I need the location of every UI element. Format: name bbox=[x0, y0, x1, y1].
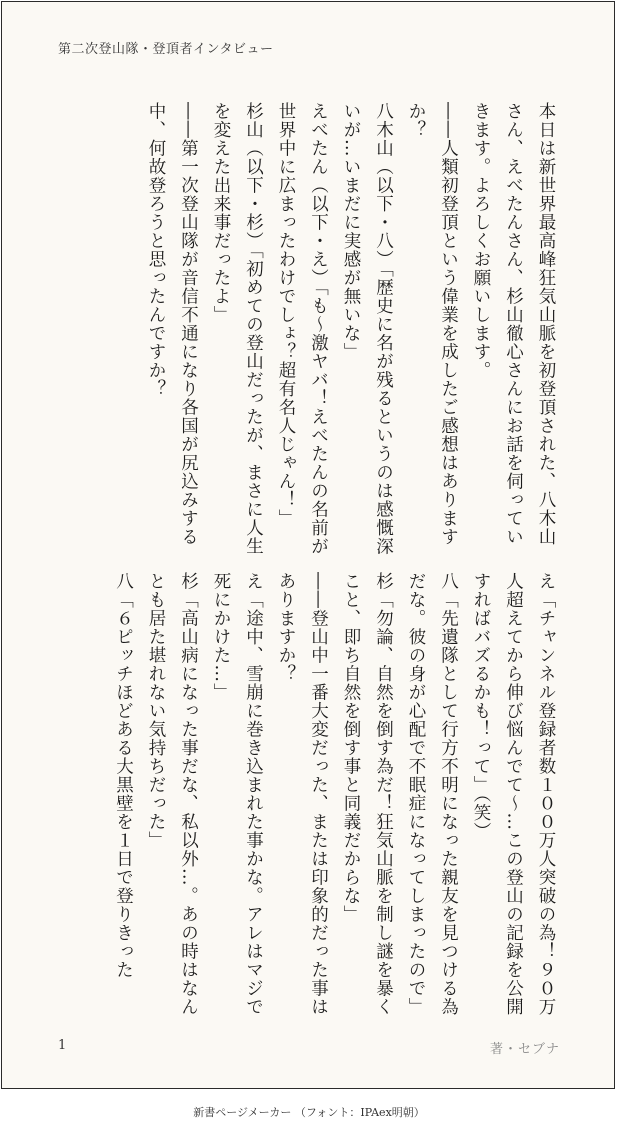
paragraph: え「途中、雪崩に巻き込まれた事かな。アレはマジで死にかけた…」 bbox=[211, 572, 264, 1016]
paragraph: 杉「高山病になった事だな、私以外…。あの時はなんとも居た堪れない気持ちだった」 bbox=[146, 572, 199, 1016]
author-credit: 著・セブナ bbox=[489, 1042, 560, 1057]
body-text-lower bbox=[42, 572, 562, 1032]
paragraph: えべたん（以下・え）「も〜激ヤバ！えべたんの名前が世界中に広まったわけでしょ？超有名人じゃん！」 bbox=[276, 102, 329, 556]
book-page bbox=[1, 1, 615, 1089]
paragraph: 八「先遺隊として行方不明になった親友を見つける為だな。彼の身が心配で不眠症になってしまったので」 bbox=[406, 572, 459, 1016]
paragraph: 杉「勿論、自然を倒す為だ！狂気山脈を制し謎を暴くこと、即ち自然を倒す事と同義だからな」 bbox=[341, 572, 394, 1016]
paragraph: ――登山中一番大変だった、または印象的だった事はありますか？ bbox=[276, 572, 329, 1016]
paragraph: ――人類初登頂という偉業を成したご感想はありますか？ bbox=[406, 102, 459, 546]
page-number: 1 bbox=[58, 1038, 67, 1053]
body-text-upper bbox=[42, 102, 562, 562]
paragraph: 八木山（以下・八）「歴史に名が残るというのは感慨深いが…いまだに実感が無いな」 bbox=[341, 102, 394, 556]
paragraph: 八「６ピッチほどある大黒壁を１日で登りきった bbox=[113, 572, 134, 979]
paragraph: ――第一次登山隊が音信不通になり各国が尻込みする中、何故登ろうと思ったんですか？ bbox=[146, 102, 199, 546]
paragraph: 杉山（以下・杉）「初めての登山だったが、まさに人生を変えた出来事だったよ」 bbox=[211, 102, 264, 556]
paragraph: 本日は新世界最高峰狂気山脈を初登頂された、八木山さん、えべたんさん、杉山徹心さんにお話を伺っていきます。よろしくお願いします。 bbox=[471, 102, 556, 546]
page-header-title: 第二次登山隊・登頂者インタビュー bbox=[58, 42, 274, 57]
footer-note: 新書ページメーカー （フォント：IPAex明朝） bbox=[193, 1106, 425, 1119]
paragraph: え「チャンネル登録者数１００万人突破の為！９０万人超えてから伸び悩んでて〜…この登山の記録を公開すればバズるかも！って」（笑） bbox=[471, 572, 556, 1016]
